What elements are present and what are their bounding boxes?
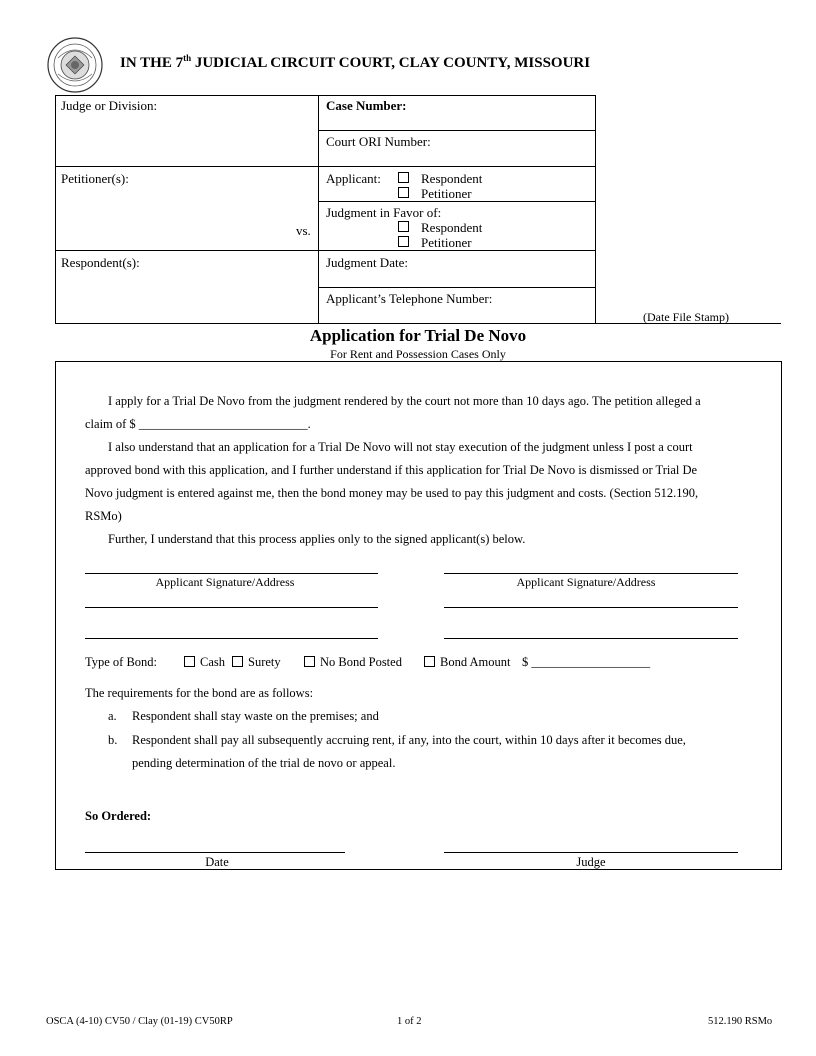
judgment-respondent-checkbox[interactable] [398,221,409,232]
judgment-respondent-label: Respondent [421,220,483,235]
bond-amount-checkbox[interactable] [424,656,435,667]
judge-signature-line[interactable] [444,852,738,853]
requirement-b-line-1: Respondent shall pay all subsequently accruing rent, if any, into the court, within 10 days after it becomes due, [132,733,686,747]
applicant-signature-label-right: Applicant Signature/Address [516,575,656,589]
file-stamp-label: (Date File Stamp) [643,310,729,324]
requirement-b-line-2: pending determination of the trial de novo or appeal. [132,756,396,770]
paragraph-2-line-4: RSMo) [85,509,122,523]
applicant-label: Applicant: [326,171,381,186]
applicant-respondent-label: Respondent [421,171,483,186]
applicant-address-line-left-3[interactable] [85,638,378,639]
applicant-signature-label-left: Applicant Signature/Address [155,575,295,589]
form-id: OSCA (4-10) CV50 / Clay (01-19) CV50RP [46,1016,233,1027]
applicant-petitioner-label: Petitioner [421,186,472,201]
paragraph-1: I apply for a Trial De Novo from the judgment rendered by the court not more than 10 days ago. The petition alleged a [108,394,701,408]
bond-surety-label: Surety [248,655,281,669]
applicant-address-line-right-3[interactable] [444,638,738,639]
document-title: Application for Trial De Novo [309,326,527,345]
judgment-favor-label: Judgment in Favor of: [326,205,442,220]
applicant-signature-line-left-1[interactable] [85,573,378,574]
applicant-address-line-right-2[interactable] [444,607,738,608]
date-signature-line[interactable] [85,852,345,853]
paragraph-2-line-3: Novo judgment is entered against me, then the bond money may be used to pay this judgment and costs. (Section 512.190, [85,486,699,500]
statute-reference: 512.190 RSMo [708,1016,773,1027]
phone-label: Applicant’s Telephone Number: [326,291,493,306]
bond-cash-label: Cash [200,655,225,669]
applicant-petitioner-checkbox[interactable] [398,187,409,198]
bond-none-label: No Bond Posted [320,655,402,669]
judge-division-label: Judge or Division: [61,98,158,113]
court-title: IN THE 7th JUDICIAL CIRCUIT COURT, CLAY COUNTY, MISSOURI [120,53,591,71]
missouri-seal-icon [46,36,104,94]
page-number: 1 of 2 [397,1016,422,1027]
document-subtitle: For Rent and Possession Cases Only [330,347,506,361]
so-ordered-label: So Ordered: [85,809,152,823]
bond-type-label: Type of Bond: [85,655,158,669]
applicant-signature-line-right-1[interactable] [444,573,738,574]
requirement-a-marker: a. [108,709,117,723]
bond-surety-checkbox[interactable] [232,656,243,667]
bond-amount-field[interactable]: $ ___________________ [522,655,651,669]
vs-label: vs. [296,223,311,238]
judge-label: Judge [576,855,606,869]
judgment-date-label: Judgment Date: [326,255,408,270]
paragraph-2-line-1: I also understand that an application for a Trial De Novo will not stay execution of the judgment unless I post a court [108,440,693,454]
date-label: Date [205,855,229,869]
judgment-petitioner-label: Petitioner [421,235,472,250]
claim-line: claim of $ ___________________________. [85,417,311,431]
paragraph-3: Further, I understand that this process applies only to the signed applicant(s) below. [108,532,526,546]
petitioners-label: Petitioner(s): [61,171,129,186]
requirement-a: Respondent shall stay waste on the premises; and [132,709,379,723]
applicant-address-line-left-2[interactable] [85,607,378,608]
requirement-b-marker: b. [108,733,118,747]
claim-amount-field[interactable]: ___________________________ [138,417,308,431]
bond-none-checkbox[interactable] [304,656,315,667]
judgment-petitioner-checkbox[interactable] [398,236,409,247]
respondents-label: Respondent(s): [61,255,140,270]
requirements-intro: The requirements for the bond are as follows: [85,686,314,700]
bond-amount-label: Bond Amount [440,655,511,669]
paragraph-2-line-2: approved bond with this application, and I further understand if this application for Trial De Novo is dismissed or Trial De [85,463,698,477]
court-ori-label: Court ORI Number: [326,134,431,149]
applicant-respondent-checkbox[interactable] [398,172,409,183]
bond-cash-checkbox[interactable] [184,656,195,667]
case-number-label: Case Number: [326,98,407,113]
